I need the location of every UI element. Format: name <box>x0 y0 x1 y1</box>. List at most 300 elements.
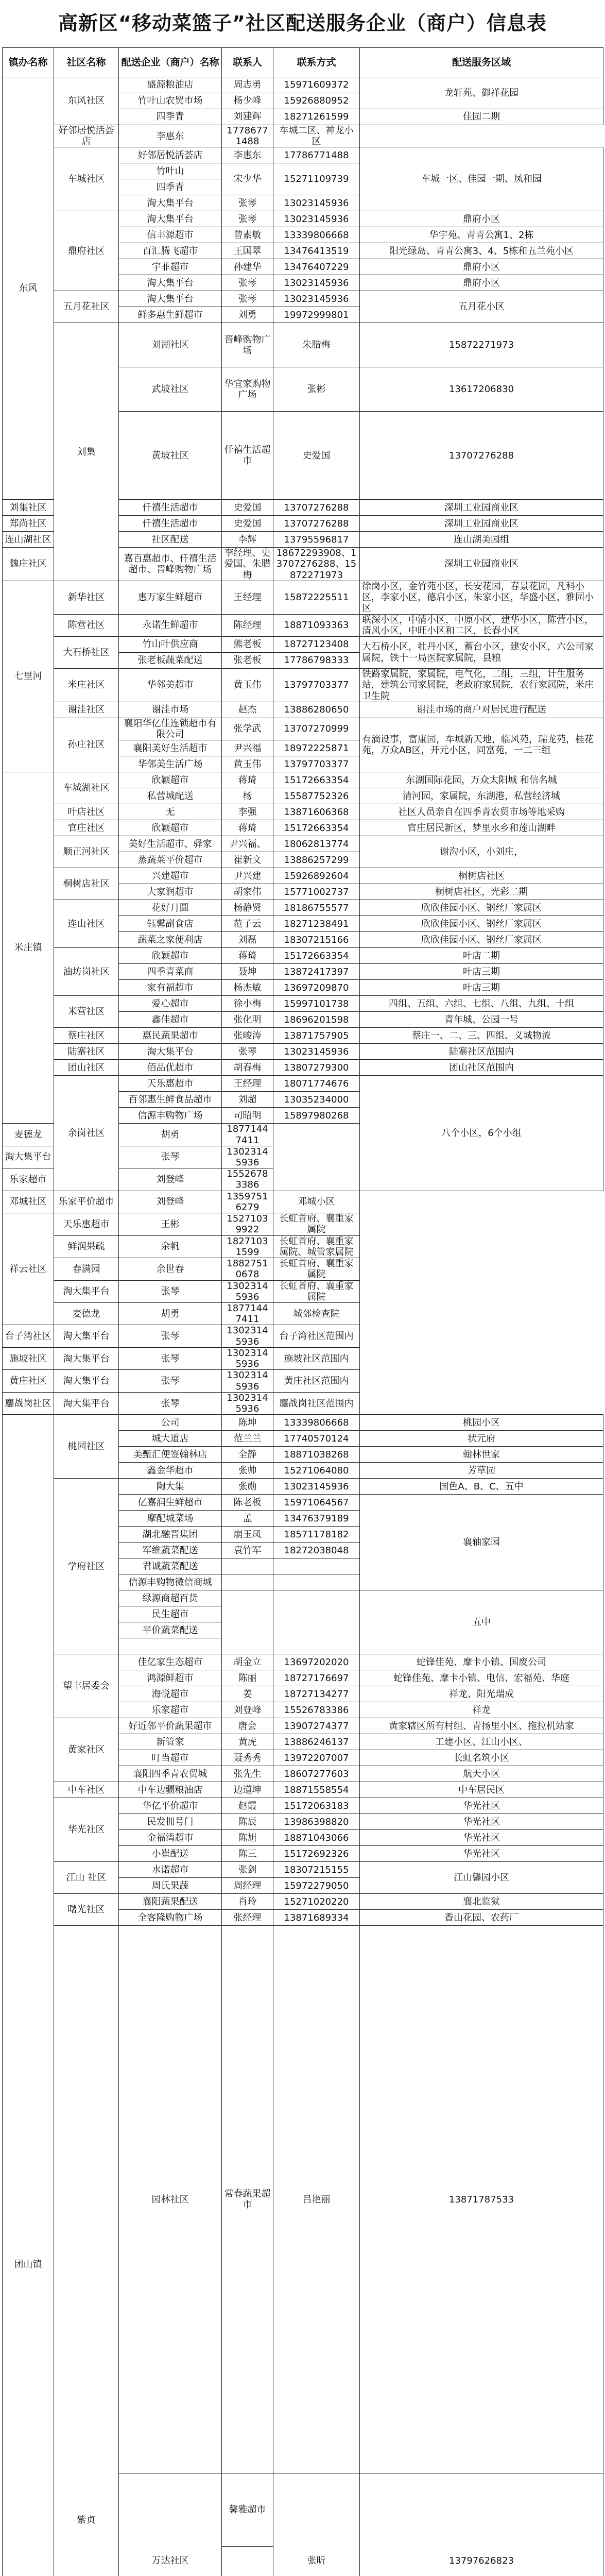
table-cell: 好邻居悦活荟店 <box>54 125 119 147</box>
table-cell: 祥龙 <box>360 1702 603 1718</box>
table-cell: 望丰居委会 <box>54 1654 119 1718</box>
table-cell: 华邻美超市 <box>119 669 222 702</box>
table-cell: 王国翠 <box>222 243 273 259</box>
table-cell: 仟禧生活超市 <box>222 412 273 500</box>
table-cell: 平价蔬菜配送 <box>119 1622 222 1638</box>
table-row <box>3 868 603 884</box>
table-cell: 15271064080 <box>273 1463 360 1479</box>
table-cell: 鲜润果疏 <box>54 1235 119 1258</box>
table-cell: 13023145936 <box>222 1347 273 1369</box>
table-cell: 陶大集 <box>119 1479 222 1495</box>
table-cell: 蒸蔬菜平价超市 <box>119 852 222 868</box>
table-cell: 15587752326 <box>273 788 360 804</box>
table-cell: 孙建华 <box>222 259 273 275</box>
table-cell: 阳光绿岛、青青公寓3、4、5栋和五兰苑小区 <box>360 243 603 259</box>
table-cell: 竹叶山农贸市场 <box>119 93 222 109</box>
table-cell: 赵杰 <box>222 702 273 718</box>
table-cell: 欣颖超市 <box>119 948 222 964</box>
table-row <box>3 581 603 614</box>
table-cell: 蛇锋佳苑、摩卡小镇、电信、宏福苑、华庭 <box>360 1670 603 1686</box>
table-cell: 淘大集平台 <box>3 1146 54 1168</box>
table-cell: 刘勇 <box>222 307 273 323</box>
table-cell: 魏庄社区 <box>3 548 54 581</box>
column-header: 镇办名称 <box>3 48 54 77</box>
table-cell: 18696201598 <box>273 1012 360 1028</box>
table-cell: 华亿平价超市 <box>119 1798 222 1814</box>
table-cell: 徐小梅 <box>222 996 273 1012</box>
table-row <box>3 1654 603 1670</box>
table-cell: 13797626823 <box>360 2473 603 2576</box>
table-row <box>3 772 603 788</box>
table-row <box>3 77 603 93</box>
table-cell: 淘大集平台 <box>119 1044 222 1060</box>
table-cell: 范兰兰 <box>222 1431 273 1447</box>
table-cell: 四组、五组、六组、七组、八组、九组、十组 <box>360 996 603 1012</box>
table-cell: 13707276288 <box>273 500 360 516</box>
table-cell: 13023145936 <box>222 1146 273 1168</box>
table-cell: 仟禧生活超市 <box>119 516 222 532</box>
table-cell: 新管家 <box>119 1734 222 1750</box>
table-cell: 鑫金华超市 <box>119 1463 222 1479</box>
table-cell: 张峻涛 <box>222 1028 273 1044</box>
table-cell: 馨雅超市 <box>222 2473 273 2547</box>
table-cell: 胡金立 <box>222 1654 273 1670</box>
table-cell: 民生超市 <box>119 1606 222 1622</box>
table-cell: 麦德龙 <box>3 1124 54 1146</box>
table-cell: 万达社区 <box>119 2473 222 2576</box>
table-cell: 18771447411 <box>222 1124 273 1146</box>
table-cell: 长虹名筑小区 <box>360 1750 603 1766</box>
table-cell: 鼎府社区 <box>54 211 119 291</box>
table-cell: 13807279300 <box>273 1060 360 1076</box>
table-cell: 王彬 <box>119 1213 222 1235</box>
table-cell: 15172663354 <box>273 948 360 964</box>
table-row <box>3 1798 603 1814</box>
column-header: 联系方式 <box>273 48 360 77</box>
table-cell: 民发拥号门 <box>119 1814 222 1830</box>
table-cell: 叮当超市 <box>119 1750 222 1766</box>
table-cell: 18771447411 <box>222 1303 273 1325</box>
table-cell: 史爱国 <box>273 412 360 500</box>
table-cell: 陈营社区 <box>54 614 119 636</box>
table-cell: 蔬菜之家便利店 <box>119 932 222 948</box>
table-cell: 张经理 <box>222 1910 273 1926</box>
table-cell: 13035234000 <box>273 1092 360 1108</box>
table-cell: 欣欣佳园小区、钢丝厂家属区 <box>360 900 603 916</box>
table-cell: 刘磊 <box>222 932 273 948</box>
table-row <box>3 669 603 702</box>
table-cell: 叶店三期 <box>360 964 603 980</box>
table-cell: 张先生 <box>222 1766 273 1782</box>
table-row <box>3 1392 603 1414</box>
table-cell: 祥龙、阳光瑞成 <box>360 1686 603 1702</box>
table-cell: 18727176697 <box>273 1670 360 1686</box>
table-cell: 黄家社区 <box>54 1718 119 1782</box>
table-cell: 淘大集平台 <box>54 1280 119 1302</box>
table-cell: 襄北监狱 <box>360 1894 603 1910</box>
table-cell: 赵霞 <box>222 1798 273 1814</box>
table-cell: 黄玉伟 <box>222 669 273 702</box>
table-cell: 13707270999 <box>273 718 360 740</box>
table-cell: 联深小区，中清小区，中原小区，建华小区，陈营小区，清风小区，中旺小区和二区，长春小区 <box>360 614 603 636</box>
table-cell: 襄阳四季青农贸城 <box>119 1766 222 1782</box>
table-cell: 15872271973 <box>360 323 603 367</box>
table-cell: 周氏果蔬 <box>119 1878 222 1894</box>
table-cell: 黄庄社区 <box>3 1370 54 1392</box>
table-cell <box>222 1558 273 1574</box>
table-cell: 黄庄社区范围内 <box>273 1370 360 1392</box>
table-cell: 胡勇 <box>119 1303 222 1325</box>
table-cell: 惠民蔬果超市 <box>119 1028 222 1044</box>
table-cell: 13871606368 <box>273 804 360 820</box>
table-cell: 15271020220 <box>273 1894 360 1910</box>
table-cell: 百汇腾飞超市 <box>119 243 222 259</box>
table-cell: 13886257299 <box>273 852 360 868</box>
table-cell: 摩配城菜场 <box>119 1511 222 1527</box>
table-cell: 13797703377 <box>273 669 360 702</box>
table-cell: 15897980268 <box>273 1108 360 1124</box>
table-cell: 18871038268 <box>273 1447 360 1463</box>
table-cell: 鑫佳超市 <box>119 1012 222 1028</box>
table-cell: 佰品优超市 <box>119 1060 222 1076</box>
table-cell: 施坡社区 <box>3 1347 54 1369</box>
table-cell: 全静 <box>222 1447 273 1463</box>
table-cell: 仟禧生活超市 <box>119 500 222 516</box>
table-header-row <box>3 48 603 77</box>
table-cell: 桃园社区 <box>54 1415 119 1479</box>
table-cell: 军维蔬菜配送 <box>119 1543 222 1558</box>
table-cell: 车城二区、神龙小区 <box>273 125 360 147</box>
table-cell: 淘大集平台 <box>54 1370 119 1392</box>
table-cell: 15971064567 <box>273 1495 360 1511</box>
table-cell: 18062813774 <box>273 836 360 852</box>
table-cell: 华光社区 <box>360 1846 603 1862</box>
table-cell: 尹兴建 <box>222 868 273 884</box>
table-cell: 谢沟小区，小刘庄， <box>360 836 603 868</box>
table-cell: 施坡社区范围内 <box>273 1347 360 1369</box>
table-cell: 美甄汇便签翰林店 <box>119 1447 222 1463</box>
table-cell: 桃园小区 <box>360 1415 603 1431</box>
table-cell: 紫贞 <box>54 1926 119 2576</box>
table-cell: 18871043066 <box>273 1830 360 1846</box>
table-cell: 张琴 <box>222 291 273 307</box>
table-cell: 袁竹军 <box>222 1543 273 1558</box>
table-row <box>3 804 603 820</box>
table-cell: 18271031599 <box>222 1235 273 1258</box>
table-cell: 淘大集平台 <box>54 1347 119 1369</box>
table-cell: 胡勇 <box>119 1124 222 1146</box>
table-cell: 好近邻平价蔬果超市 <box>119 1718 222 1734</box>
table-cell: 陈辰 <box>222 1814 273 1830</box>
table-cell: 车城一区、佳园一期、凤和园 <box>360 147 603 211</box>
table-cell: 余世春 <box>119 1258 222 1280</box>
table-cell: 团山社区 <box>54 1060 119 1076</box>
table-cell: 嘉百惠超市、仟禧生活超市、晋峰购物广场 <box>119 548 222 581</box>
table-cell: 17786798333 <box>273 653 360 669</box>
table-cell: 绿源商超百货 <box>119 1590 222 1606</box>
table-cell: 黄虎 <box>222 1734 273 1750</box>
table-cell: 台子湾社区 <box>3 1325 54 1347</box>
table-cell: 江山馨园小区 <box>360 1862 603 1894</box>
table-cell: 官庄居民新区，梦里水乡和莲山湖畔 <box>360 820 603 836</box>
table-cell: 爱心超市 <box>119 996 222 1012</box>
table-cell: 边道坤 <box>222 1782 273 1798</box>
table-cell: 杨杰敏 <box>222 980 273 996</box>
table-cell: 华宇苑、青青公寓1、2栋 <box>360 227 603 243</box>
table-cell: 17786771488 <box>222 125 273 147</box>
table-row <box>3 900 603 916</box>
table-cell: 15971609372 <box>273 77 360 93</box>
table-cell: 张琴 <box>119 1146 222 1168</box>
table-cell: 13697209870 <box>273 980 360 996</box>
table-row <box>3 702 603 718</box>
table-cell: 团山镇 <box>3 1415 54 2576</box>
table-row <box>3 637 603 653</box>
table-cell: 谢洼社区 <box>54 702 119 718</box>
table-cell: 13339806668 <box>273 1415 360 1431</box>
table-cell: 祥云社区 <box>3 1213 54 1325</box>
table-cell: 大石桥小区，牡丹小区，蓄台小区，建安小区，六公司家属院，铁十一局医院家属院，县粮 <box>360 637 603 669</box>
table-cell: 乐家超市 <box>3 1168 54 1191</box>
table-cell: 常春蔬果超市 <box>222 1926 273 2473</box>
table-cell: 黄家辖区所有村组、青扬里小区、拖拉机站家 <box>360 1718 603 1734</box>
table-cell: 无 <box>119 804 222 820</box>
table-cell: 海悦超市 <box>119 1686 222 1702</box>
table-cell: 台子湾社区范围内 <box>273 1325 360 1347</box>
table-cell: 鼎府小区 <box>360 275 603 291</box>
table-cell: 刘超 <box>222 1092 273 1108</box>
table-cell: 李辉 <box>222 532 273 548</box>
table-cell: 新华社区 <box>54 581 119 614</box>
table-cell: 王经理 <box>222 581 273 614</box>
table-cell: 华邻美生活广场 <box>119 756 222 772</box>
table-cell: 13023145936 <box>273 195 360 211</box>
table-cell: 武坡社区 <box>119 367 222 412</box>
table-cell: 麦德龙 <box>54 1303 119 1325</box>
table-cell: 中车居民区 <box>360 1782 603 1798</box>
table-cell: 15771002737 <box>273 884 360 900</box>
table-row <box>3 718 603 740</box>
table-cell: 杨少峰 <box>222 93 273 109</box>
table-cell: 15172663354 <box>273 772 360 788</box>
table-cell: 叶店三期 <box>360 980 603 996</box>
table-cell: 15172063183 <box>273 1798 360 1814</box>
table-cell: 聂秀秀 <box>222 1750 273 1766</box>
table-cell: 尹兴福、 <box>222 836 273 852</box>
table-cell: 15271109739 <box>273 163 360 195</box>
table-cell: 钰馨副食店 <box>119 916 222 932</box>
table-cell <box>222 2546 273 2576</box>
table-cell: 鸿源鲜超市 <box>119 1670 222 1686</box>
table-cell: 社区配送 <box>119 532 222 548</box>
table-cell: 淘大集平台 <box>54 1392 119 1414</box>
table-row <box>3 996 603 1012</box>
table-cell: 官庄社区 <box>54 820 119 836</box>
table-cell: 城大道店 <box>119 1431 222 1447</box>
table-cell: 永诺生鲜超市 <box>119 614 222 636</box>
table-cell: 香山花园、农药厂 <box>360 1910 603 1926</box>
table-cell: 淘大集平台 <box>54 1325 119 1347</box>
table-cell <box>273 1558 360 1574</box>
table-cell: 邓城社区 <box>3 1191 54 1213</box>
table-cell: 朱腊梅 <box>273 323 360 367</box>
table-cell: 13972207007 <box>273 1750 360 1766</box>
table-cell: 13886246137 <box>273 1734 360 1750</box>
table-cell: 桐树店社区，光彩二期 <box>360 884 603 900</box>
table-cell: 15972279050 <box>273 1878 360 1894</box>
table-cell: 张化明 <box>222 1012 273 1028</box>
table-cell: 13023145936 <box>222 1280 273 1302</box>
table-cell: 学府社区 <box>54 1479 119 1654</box>
table-cell: 15526783386 <box>273 1702 360 1718</box>
table-cell: 15271039922 <box>222 1213 273 1235</box>
table-cell: 襄阳华亿佳连锁超市有限公司 <box>119 718 222 740</box>
table-cell: 四季青菜商 <box>119 964 222 980</box>
table-cell: 华光社区 <box>360 1798 603 1814</box>
table-cell: 亿嘉润生鲜超市 <box>119 1495 222 1511</box>
table-cell: 19972999801 <box>273 307 360 323</box>
table-cell: 13617206830 <box>360 367 603 412</box>
table-cell: 13871689334 <box>273 1910 360 1926</box>
table-cell: 史爱国 <box>222 500 273 516</box>
table-cell: 13986398820 <box>273 1814 360 1830</box>
table-cell: 淘大集平台 <box>119 211 222 227</box>
table-row <box>3 614 603 636</box>
table-row <box>3 1718 603 1734</box>
table-cell: 翰林世家 <box>360 1447 603 1463</box>
table-cell: 美好生活超市、驿家 <box>119 836 222 852</box>
table-cell: 大石桥社区 <box>54 637 119 669</box>
table-row <box>3 1191 603 1213</box>
table-cell: 13023145936 <box>273 1479 360 1495</box>
table-cell: 家有福超市 <box>119 980 222 996</box>
table-cell: 竹山叶供应商 <box>119 637 222 653</box>
table-row <box>3 291 603 307</box>
table-row <box>3 1280 603 1302</box>
table-cell: 陈坤 <box>222 1415 273 1431</box>
table-cell: 全客隆购物广场 <box>119 1910 222 1926</box>
table-cell: 18871093363 <box>273 614 360 636</box>
table-cell: 深圳工业园商业区 <box>360 500 603 516</box>
table-cell <box>222 1590 273 1654</box>
table-cell: 叶店二期 <box>360 948 603 964</box>
table-cell: 状元府 <box>360 1431 603 1447</box>
table-row <box>3 1479 603 1495</box>
table-cell: 米营社区 <box>54 996 119 1028</box>
table-cell: 崔新文 <box>222 852 273 868</box>
table-cell: 谢洼市场的商户对居民进行配送 <box>360 702 603 718</box>
table-row <box>3 1303 603 1325</box>
table-cell: 熊老板 <box>222 637 273 653</box>
table-cell: 春满园 <box>54 1258 119 1280</box>
table-cell: 17740570124 <box>273 1431 360 1447</box>
table-cell: 张彬 <box>273 367 360 412</box>
table-cell: 陈三 <box>222 1846 273 1862</box>
table-cell: 13697202020 <box>273 1654 360 1670</box>
table-cell: 城郊检查院 <box>273 1303 360 1325</box>
table-cell: 18271261599 <box>273 109 360 125</box>
column-header: 配送服务区域 <box>360 48 603 77</box>
table-cell: 东湖国际花园，万众太阳城 和信名城 <box>360 772 603 788</box>
table-cell: 张勋 <box>222 1479 273 1495</box>
table-cell: 桐树店社区 <box>54 868 119 900</box>
table-cell: 18672293908、13707276288、15872271973 <box>273 548 360 581</box>
table-row <box>3 147 603 163</box>
table-cell: 13795596817 <box>273 532 360 548</box>
table-cell: 15926880952 <box>273 93 360 109</box>
table-cell: 刘湖社区 <box>119 323 222 367</box>
table-cell: 15926892604 <box>273 868 360 884</box>
table-cell: 13707276288 <box>273 516 360 532</box>
table-cell: 蔡庄一、二、三、四组、义城物流 <box>360 1028 603 1044</box>
table-cell: 唐会 <box>222 1718 273 1734</box>
table-cell: 15172663354 <box>273 820 360 836</box>
table-cell: 大家润超市 <box>119 884 222 900</box>
table-cell: 张琴 <box>119 1325 222 1347</box>
table-cell: 油坊岗社区 <box>54 948 119 996</box>
table-cell: 欣颖超市 <box>119 772 222 788</box>
table-cell: 胡家伟 <box>222 884 273 900</box>
table-cell: 陆寨社区范围内 <box>360 1044 603 1060</box>
table-cell: 孟 <box>222 1511 273 1527</box>
table-cell: 华光社区 <box>360 1814 603 1830</box>
table-cell: 张学武 <box>222 718 273 740</box>
table-cell: 鏖战岗社区范围内 <box>273 1392 360 1414</box>
table-body <box>3 77 603 2576</box>
table-cell: 米庄社区 <box>54 669 119 702</box>
table-cell: 蒋琦 <box>222 948 273 964</box>
table-cell: 18972225871 <box>273 740 360 756</box>
table-cell: 华宜家购物广场 <box>222 367 273 412</box>
table-cell: 胡春梅 <box>222 1060 273 1076</box>
table-cell: 襄阳美好生活超市 <box>119 740 222 756</box>
table-cell: 郑尚社区 <box>3 516 54 532</box>
table-cell: 13023145936 <box>273 211 360 227</box>
table-cell: 张琴 <box>222 195 273 211</box>
table-cell: 13886280650 <box>273 702 360 718</box>
table-cell: 18272038048 <box>273 1543 360 1558</box>
table-cell: 金福湾超市 <box>119 1830 222 1846</box>
table-cell: 淘大集平台 <box>119 291 222 307</box>
table-cell: 芳草园 <box>360 1463 603 1479</box>
table-cell: 张琴 <box>222 275 273 291</box>
table-cell: 竹叶山 <box>119 163 222 179</box>
table-cell: 张琴 <box>222 211 273 227</box>
info-table <box>2 47 603 2576</box>
table-cell: 李强 <box>222 804 273 820</box>
table-cell: 18307215155 <box>273 1862 360 1878</box>
table-cell: 18571178182 <box>273 1527 360 1543</box>
table-cell: 13023145936 <box>273 1044 360 1060</box>
table-cell: 18271238491 <box>273 916 360 932</box>
table-cell <box>273 1574 360 1590</box>
table-cell: 天乐惠超市 <box>119 1076 222 1092</box>
table-cell: 惠万家生鲜超市 <box>119 581 222 614</box>
table-cell: 余岗社区 <box>54 1076 119 1191</box>
table-cell: 13339806668 <box>273 227 360 243</box>
table-cell: 刘建辉 <box>222 109 273 125</box>
table-cell: 鲜多惠生鲜超市 <box>119 307 222 323</box>
table-cell: 13476407229 <box>273 259 360 275</box>
table-cell: 18071774676 <box>273 1076 360 1092</box>
table-cell: 车城湖社区 <box>54 772 119 804</box>
table-cell: 蒋琦 <box>222 772 273 788</box>
table-cell: 周经理 <box>222 1878 273 1894</box>
table-cell: 范子云 <box>222 916 273 932</box>
table-cell: 蔡庄社区 <box>54 1028 119 1044</box>
table-cell: 东风社区 <box>54 77 119 125</box>
table-cell: 欣颖超市 <box>119 820 222 836</box>
